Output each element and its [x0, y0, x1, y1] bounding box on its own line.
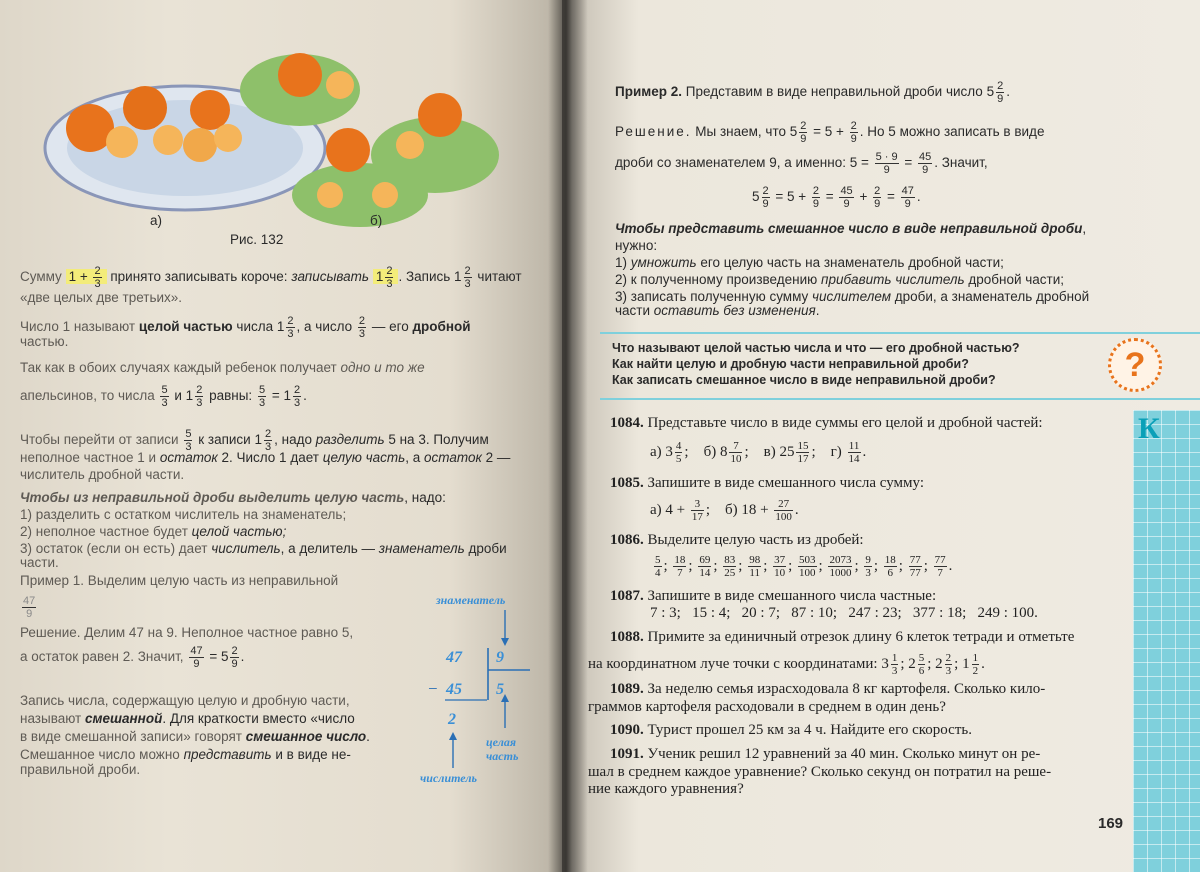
- label-whole-part: целая часть: [486, 735, 519, 763]
- oranges-illustration: [30, 30, 500, 230]
- solution-1-line-2: а остаток равен 2. Значит, $\frac{47}{9}$ = 5 $\frac{2}{9}$ .: [20, 645, 245, 670]
- figure-label-b: б): [370, 213, 383, 228]
- question-3: Как записать смешанное число в виде неправильной дроби?: [612, 373, 996, 387]
- side-tab-letter: К: [1138, 412, 1160, 445]
- equal-line: апельсинов, то числа $\frac{5}{3}$ и 1 $\frac{2}{3}$ равны: $\frac{5}{3}$ = 1 $\frac{2}{3}$ .: [20, 384, 307, 409]
- whole-part-line-2: частью.: [20, 334, 69, 349]
- problem-1087: 1087. Запишите в виде смешанного числа частные:: [610, 588, 937, 604]
- rule-2-step-2: 2) к полученному произведению прибавить числитель дробной части;: [615, 272, 1065, 287]
- transition-line: Чтобы перейти от записи $\frac{5}{3}$ к записи 1 $\frac{2}{3}$ , надо разделить 5 на 3. Получим: [20, 428, 489, 453]
- solution-2-result: 5 $\frac{2}{9}$ = 5 + $\frac{2}{9}$ = $\frac{45}{9}$ + $\frac{2}{9}$ = $\frac{47}{9}$ .: [752, 185, 921, 210]
- rule-step-1: 1) разделить с остатком числитель на знаменатель;: [20, 507, 347, 522]
- problem-1091-line-3: ние каждого уравнения?: [588, 781, 744, 797]
- rule-step-3-line-2: части.: [20, 555, 59, 570]
- rule-title: Чтобы из неправильной дроби выделить целую часть, надо:: [20, 490, 446, 505]
- notation-line: Сумму 1 + $\frac{2}{3}$ принято записывать короче: записывать 1 $\frac{2}{3}$ . Запись 1 $\frac{2}{3}$ читают: [20, 265, 522, 290]
- rule-2-title: Чтобы представить смешанное число в виде неправильной дроби,: [615, 221, 1087, 236]
- solution-1: Решение. Делим 47 на 9. Неполное частное равно 5,: [20, 625, 354, 640]
- rule-2-step-1: 1) умножить его целую часть на знаменатель дробной части;: [615, 255, 1004, 270]
- question-2: Как найти целую и дробную части неправильной дроби?: [612, 357, 969, 371]
- example-1-fraction: $\frac{47}{9}$: [23, 595, 36, 620]
- problem-1088: 1088. Примите за единичный отрезок длину 6 клеток тетради и отметьте: [610, 629, 1075, 645]
- problem-1090: 1090. Турист прошел 25 км за 4 ч. Найдите его скорость.: [610, 722, 972, 738]
- problem-1085: 1085. Запишите в виде смешанного числа сумму:: [610, 475, 924, 491]
- book-gutter: [548, 0, 588, 872]
- division-dividend: 47: [446, 649, 462, 666]
- numerator-line: числитель дробной части.: [20, 467, 185, 482]
- side-tab-strip: [1133, 410, 1200, 872]
- rule-2-need: нужно:: [615, 238, 658, 253]
- whole-part-line: Число 1 называют целой частью числа 1 $\frac{2}{3}$ , а число $\frac{2}{3}$ — его дробной: [20, 315, 471, 340]
- svg-text:–: –: [429, 679, 437, 695]
- problem-1089-line-2: граммов картофеля расходовали в среднем в один день?: [588, 699, 946, 715]
- quotient-line: неполное частное 1 и остаток 2. Число 1 дает целую часть, а остаток 2 —: [20, 450, 511, 465]
- mixed-line-3: в виде смешанной записи» говорят смешанное число.: [20, 729, 370, 744]
- division-quotient: 5: [496, 681, 504, 698]
- problem-1084: 1084. Представьте число в виде суммы его целой и дробной частей:: [610, 415, 1043, 431]
- page-number: 169: [1098, 815, 1124, 832]
- problem-1086: 1086. Выделите целую часть из дробей:: [610, 532, 864, 548]
- rule-step-3: 3) остаток (если он есть) дает числитель, а делитель — знаменатель дроби: [20, 541, 507, 556]
- example-1: Пример 1. Выделим целую часть из неправильной: [20, 573, 339, 588]
- notation-read-line: «две целых две третьих».: [20, 290, 183, 305]
- each-child-line: Так как в обоих случаях каждый ребенок получает одно и то же: [20, 360, 425, 375]
- mixed-line-4: Смешанное число можно представить и в виде не-: [20, 747, 351, 762]
- label-denominator: знаменатель: [436, 593, 506, 607]
- rule-step-2: 2) неполное частное будет целой частью;: [20, 524, 287, 539]
- solution-2: Решение. Мы знаем, что 5 $\frac{2}{9}$ = 5 + $\frac{2}{9}$ . Но 5 можно записать в виде: [615, 120, 1045, 145]
- solution-2-line-2: дроби со знаменателем 9, а именно: 5 = $\frac{5 \cdot 9}{9}$ = $\frac{45}{9}$ . Значит,: [615, 151, 988, 176]
- question-mark-icon: ?: [1108, 338, 1162, 392]
- mixed-line-1: Запись числа, содержащую целую и дробную части,: [20, 693, 350, 708]
- figure-caption: Рис. 132: [230, 232, 284, 247]
- problem-1089: 1089. За неделю семья израсходовала 8 кг картофеля. Сколько кило-: [610, 681, 1046, 697]
- left-page: [0, 0, 562, 872]
- division-divisor: 9: [496, 649, 504, 666]
- rule-2-step-4: части оставить без изменения.: [615, 303, 820, 318]
- division-subtrahend: 45: [446, 681, 462, 698]
- problem-1091-line-2: шал в среднем каждое уравнение? Сколько секунд он потратил на реше-: [588, 764, 1052, 780]
- mixed-line-5: правильной дроби.: [20, 762, 141, 777]
- problem-1088-line-2: на координатном луче точки с координатами: 3 $\frac{1}{3}$ ; 2 $\frac{5}{6}$ ; 2 $\frac{2}{3}$ ; 1 $\frac{1}{2}$ .: [588, 652, 985, 677]
- question-1: Что называют целой частью числа и что — его дробной частью?: [612, 341, 1020, 355]
- problem-1085-items: а) 4 + $\frac{3}{17}$ ; б) 18 + $\frac{27}{100}$ .: [650, 498, 799, 523]
- division-remainder: 2: [448, 711, 456, 728]
- mixed-line-2: называют смешанной. Для краткости вместо «число: [20, 711, 355, 726]
- rule-2-step-3: 3) записать полученную сумму числителем дроби, а знаменатель дробной: [615, 289, 1090, 304]
- label-numerator: числитель: [420, 771, 477, 785]
- problem-1087-items: 7 : 3; 15 : 4; 20 : 7; 87 : 10; 247 : 23; 377 : 18; 249 : 100.: [650, 605, 1038, 621]
- problem-1086-items: $\frac{5}{4}$ ; $\frac{18}{7}$ ; $\frac{69}{14}$ ; $\frac{83}{25}$ ; $\frac{98}{11}$ ; $\frac{37}{10}$ ; $\frac{503}{100}$ ; $\frac{2073}{1000}$ ; $\frac{9}{3}$ ; $\frac{18}{6}$ ; $\frac{77}{77}$ ; $\frac{77}{7}$ .: [655, 554, 953, 579]
- problem-1084-items: а) 3 $\frac{4}{5}$ ; б) 8 $\frac{7}{10}$ ; в) 25 $\frac{15}{17}$ ; г) $\frac{11}{14}$ .: [650, 440, 867, 465]
- figure-label-a: а): [150, 213, 163, 228]
- example-2: Пример 2. Представим в виде неправильной дроби число 5 $\frac{2}{9}$ .: [615, 80, 1010, 105]
- problem-1091: 1091. Ученик решил 12 уравнений за 40 мин. Сколько минут он ре-: [610, 746, 1041, 762]
